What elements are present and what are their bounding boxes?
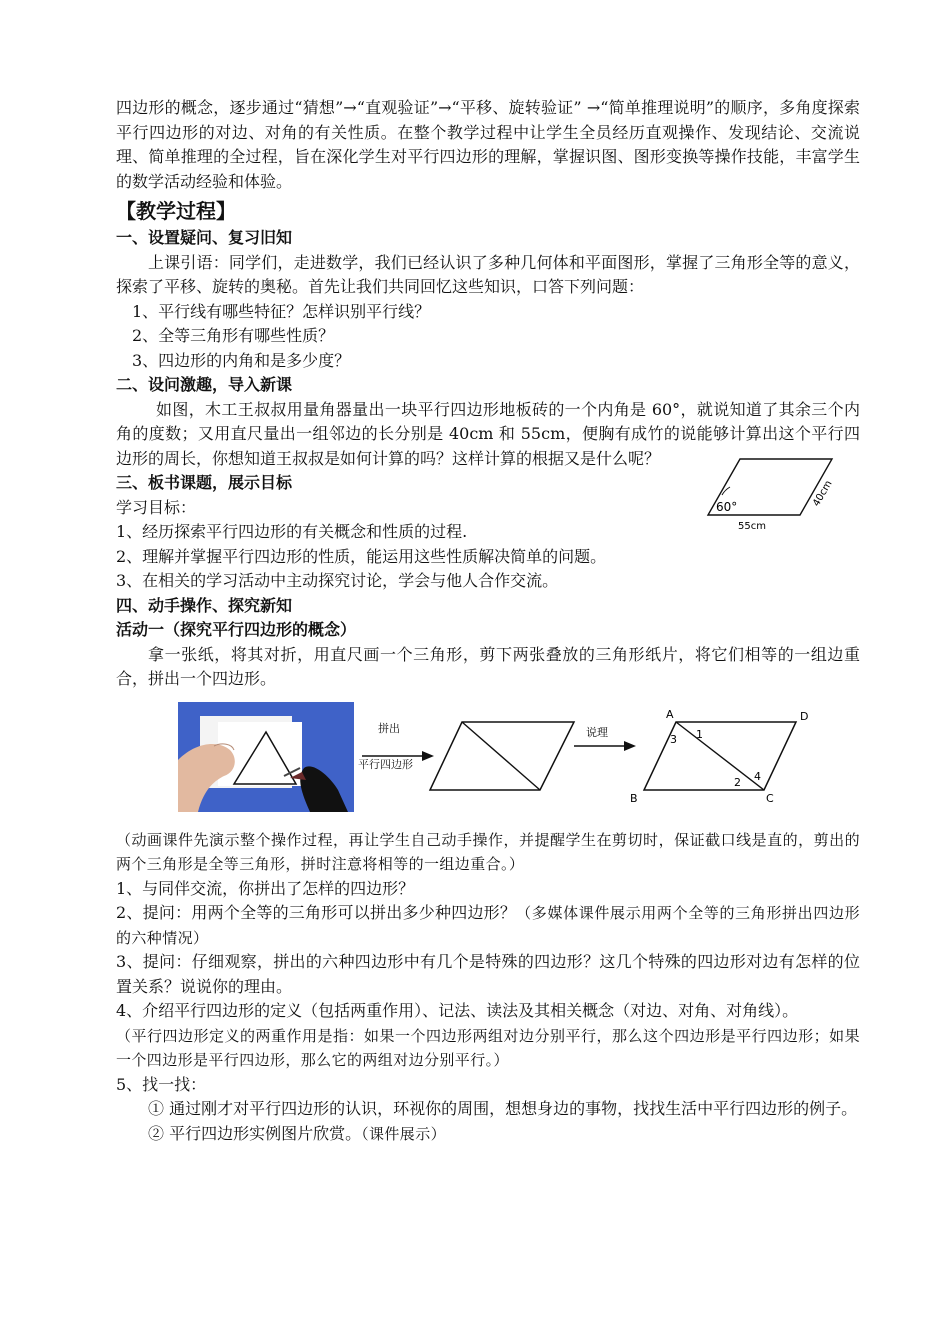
- definition-note: （平行四边形定义的两重作用是指：如果一个四边形两组对边分别平行，那么这个四边形是平行四边形；如果一个四边形是平行四边形，那么它的两组对边分别平行。）: [116, 1026, 860, 1069]
- section1-title: 一、设置疑问、复习旧知: [116, 228, 293, 247]
- question-item: 4、介绍平行四边形的定义（包括两重作用）、记法、读法及其相关概念（对边、对角、对角线）。: [116, 1001, 799, 1020]
- intro-paragraph: 四边形的概念，逐步通过“猜想”→“直观验证”→“平移、旋转验证” →“简单推理说明”的顺序，多角度探索平行四边形的对边、对角的有关性质。在整个教学过程中让学生全员经历直观操作、发现结论、交流说理、简单推理的全过程，旨在深化学生对平行四边形的理解，掌握识图、图形变换等操作技能，丰富学生的数学活动经验和体验。: [116, 98, 860, 191]
- vertex-c-label: C: [766, 791, 774, 804]
- question-item: 1、平行线有哪些特征？怎样识别平行线？: [132, 301, 431, 321]
- arrow1-label-bottom: 平行四边形: [358, 757, 413, 771]
- question-item: 2、提问：用两个全等的三角形可以拼出多少种四边形？: [116, 903, 517, 922]
- document-page: [116, 96, 860, 1146]
- sub-item: ① 通过刚才对平行四边形的认识，环视你的周围，想想身边的事物，找找生活中平行四边形的例子。: [148, 1099, 858, 1118]
- vertex-b-label: B: [630, 791, 638, 804]
- angle-2-label: 2: [734, 775, 741, 789]
- cutting-paper-photo: [178, 702, 354, 812]
- goal-item: 1、经历探索平行四边形的有关概念和性质的过程.: [116, 522, 468, 541]
- teacher-note: （动画课件先演示整个操作过程，再让学生自己动手操作，并提醒学生在剪切时，保证截口线是直的，剪出的两个三角形是全等三角形，拼时注意将相等的一组边重合。）: [116, 830, 860, 873]
- labeled-parallelogram-abcd: [624, 708, 810, 804]
- assembled-parallelogram: [428, 718, 578, 794]
- arrow2-label: 说理: [586, 725, 608, 739]
- bottom-length-label: 55cm: [738, 521, 766, 531]
- section3-title: 三、板书课题，展示目标: [116, 473, 293, 492]
- section3-block: [116, 471, 860, 594]
- goals-label: 学习目标：: [116, 497, 197, 517]
- vertex-d-label: D: [800, 709, 809, 723]
- question-item: 3、提问：仔细观察，拼出的六种四边形中有几个是特殊的四边形？这几个特殊的四边形对边有怎样的位置关系？说说你的理由。: [116, 952, 860, 996]
- goal-item: 2、理解并掌握平行四边形的性质，能运用这些性质解决简单的问题。: [116, 546, 607, 566]
- section1-paragraph: 上课引语：同学们，走进数学，我们已经认识了多种几何体和平面图形，掌握了三角形全等的意义，探索了平移、旋转的奥秘。首先让我们共同回忆这些知识，口答下列问题：: [116, 252, 860, 296]
- section4-title: 四、动手操作、探究新知: [116, 595, 293, 615]
- activity-figure: [116, 702, 860, 822]
- activity-title: 活动一（探究平行四边形的概念）: [116, 620, 357, 639]
- goal-item: 3、在相关的学习活动中主动探究讨论，学会与他人合作交流。: [116, 571, 559, 590]
- side-length-label: 40cm: [811, 478, 835, 509]
- arrow1-label-top: 拼出: [378, 721, 400, 735]
- teacher-note: （多媒体课件展示用两个全等的三角形拼出四边形的六种情况）: [116, 904, 860, 947]
- section2-title: 二、设问激趣，导入新课: [116, 375, 293, 394]
- sub-item: ② 平行四边形实例图片欣赏。: [148, 1123, 362, 1143]
- angle-4-label: 4: [754, 769, 761, 783]
- question-item: 1、与同伴交流，你拼出了怎样的四边形？: [116, 878, 415, 898]
- angle-1-label: 1: [696, 727, 703, 741]
- teacher-note: （课件展示）: [361, 1124, 446, 1143]
- angle-3-label: 3: [670, 732, 677, 746]
- section2-paragraph: 如图，木工王叔叔用量角器量出一块平行四边形地板砖的一个内角是 60°，就说知道了其余三个内角的度数；又用直尺量出一组邻边的长分别是 40cm 和 55cm，便胸有成竹的说能够计算出这个平行四边形的周长，你想知道王叔叔是如何计算的吗？这样计算的根据又是什么呢？: [116, 399, 860, 468]
- question-item: 3、四边形的内角和是多少度？: [132, 350, 351, 370]
- tile-parallelogram-figure: [704, 451, 854, 531]
- question-item: 5、找一找：: [116, 1074, 207, 1094]
- main-heading: 【教学过程】: [116, 199, 236, 223]
- angle-label: 60°: [716, 500, 738, 514]
- question-item: 2、全等三角形有哪些性质？: [132, 326, 335, 345]
- activity-paragraph: 拿一张纸，将其对折，用直尺画一个三角形，剪下两张叠放的三角形纸片，将它们相等的一组边重合，拼出一个四边形。: [116, 644, 860, 688]
- vertex-a-label: A: [666, 707, 674, 721]
